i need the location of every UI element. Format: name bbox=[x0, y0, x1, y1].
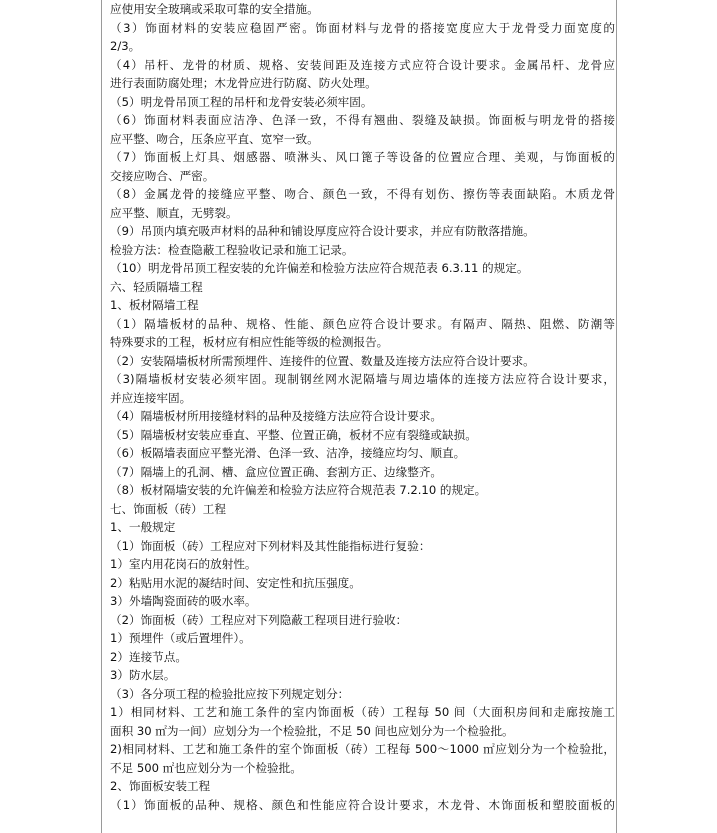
text-line: （1）饰面板（砖）工程应对下列材料及其性能指标进行复验： bbox=[110, 538, 431, 553]
text-line: （8）金属龙骨的接缝应平整、吻合、颜色一致，不得有划伤、擦伤等表面缺陷。木质龙骨 bbox=[110, 187, 615, 201]
text-line: （6）板隔墙表面应平整光滑、色泽一致、洁净，接缝应均匀、顺直。 bbox=[110, 446, 466, 460]
text-line: （8）板材隔墙安装的允许偏差和检验方法应符合规范表 7.2.10 的规定。 bbox=[110, 483, 487, 497]
text-line: （10）明龙骨吊顶工程安装的允许偏差和检验方法应符合规范表 6.3.11 的规定。 bbox=[110, 261, 529, 275]
text-line: （7）隔墙上的孔洞、槽、盒应位置正确、套割方正、边缘整齐。 bbox=[110, 464, 443, 479]
text-line: 2）连接节点。 bbox=[110, 649, 187, 664]
text-line: （2）安装隔墙板材所需预埋件、连接件的位置、数量及连接方法应符合设计要求。 bbox=[110, 353, 535, 368]
text-line: （5）明龙骨吊顶工程的吊杆和龙骨安装必须牢固。 bbox=[110, 94, 373, 109]
text-line: 3）外墙陶瓷面砖的吸水率。 bbox=[110, 594, 257, 608]
text-line: （3）饰面材料的安装应稳固严密。饰面材料与龙骨的搭接宽度应大于龙骨受力面宽度的 bbox=[110, 20, 615, 35]
text-line: （6）饰面材料表面应洁净、色泽一致，不得有翘曲、裂缝及缺损。饰面板与明龙骨的搭接 bbox=[110, 113, 615, 127]
text-line: 1）预埋件（或后置埋件）。 bbox=[110, 631, 251, 645]
text-line: 应平整、吻合，压条应平直、宽窄一致。 bbox=[110, 131, 319, 146]
text-line: 并应连接牢固。 bbox=[110, 390, 192, 405]
left-margin-line bbox=[101, 0, 102, 833]
text-line: 2、饰面板安装工程 bbox=[110, 779, 211, 793]
text-line: （5）隔墙板材安装应垂直、平整、位置正确，板材不应有裂缝或缺损。 bbox=[110, 427, 477, 442]
text-line: 交接应吻合、严密。 bbox=[110, 168, 215, 183]
text-line: 进行表面防腐处理；木龙骨应进行防腐、防火处理。 bbox=[110, 76, 377, 90]
text-line: （4）隔墙板材所用接缝材料的品种及接缝方法应符合设计要求。 bbox=[110, 409, 443, 423]
text-line: （9）吊顶内填充吸声材料的品种和铺设厚度应符合设计要求，并应有防散落措施。 bbox=[110, 224, 535, 238]
text-line: 3）防水层。 bbox=[110, 668, 176, 682]
text-line: 2/3。 bbox=[110, 39, 141, 53]
text-line: （7）饰面板上灯具、烟感器、喷淋头、风口篦子等设备的位置应合理、美观，与饰面板的 bbox=[110, 150, 615, 164]
document-body bbox=[110, 0, 615, 814]
text-line: （3)隔墙板材安装必须牢固。现制钢丝网水泥隔墙与周边墙体的连接方法应符合设计要求， bbox=[110, 372, 615, 386]
text-line: 2)相同材料、工艺和施工条件的室个饰面板（砖）工程每 500～1000 ㎡应划分为一个检验批， bbox=[110, 742, 615, 756]
text-line: 六、轻质隔墙工程 bbox=[110, 279, 203, 294]
text-line: 1、一般规定 bbox=[110, 520, 176, 534]
text-line: 1）室内用花岗石的放射性。 bbox=[110, 557, 257, 571]
text-line: 不足 500 ㎡也应划分为一个检验批。 bbox=[110, 760, 302, 775]
text-line: （2）饰面板（砖）工程应对下列隐蔽工程项目进行验收： bbox=[110, 612, 408, 627]
text-line: （4）吊杆、龙骨的材质、规格、安装间距及连接方式应符合设计要求。金属吊杆、龙骨应 bbox=[110, 57, 615, 72]
text-line: 检验方法：检查隐蔽工程验收记录和施工记录。 bbox=[110, 242, 354, 257]
text-line: 面积 30 ㎡为一间）应划分为一个检验批，不足 50 间也应划分为一个检验批。 bbox=[110, 723, 514, 738]
text-line: （1）隔墙板材的品种、规格、性能、颜色应符合设计要求。有隔声、隔热、阻燃、防潮等 bbox=[110, 316, 615, 331]
text-line: 1、板材隔墙工程 bbox=[110, 298, 199, 312]
text-line: （1）饰面板的品种、规格、颜色和性能应符合设计要求，木龙骨、木饰面板和塑胶面板的 bbox=[110, 797, 615, 812]
text-line: 七、饰面板（砖）工程 bbox=[110, 501, 226, 516]
right-margin-line bbox=[616, 0, 617, 833]
text-line: 应平整、顺直，无劈裂。 bbox=[110, 205, 238, 220]
text-line: 1）相同材料、工艺和施工条件的室内饰面板（砖）工程每 50 间（大面积房间和走廊按施工 bbox=[110, 705, 615, 719]
text-line: （3）各分项工程的检验批应按下列规定划分： bbox=[110, 686, 350, 701]
text-line: 2）粘贴用水泥的凝结时间、安定性和抗压强度。 bbox=[110, 575, 361, 590]
text-line: 特殊要求的工程，板材应有相应性能等级的检测报告。 bbox=[110, 335, 389, 349]
text-line: 应使用安全玻璃或采取可靠的安全措施。 bbox=[110, 2, 319, 16]
